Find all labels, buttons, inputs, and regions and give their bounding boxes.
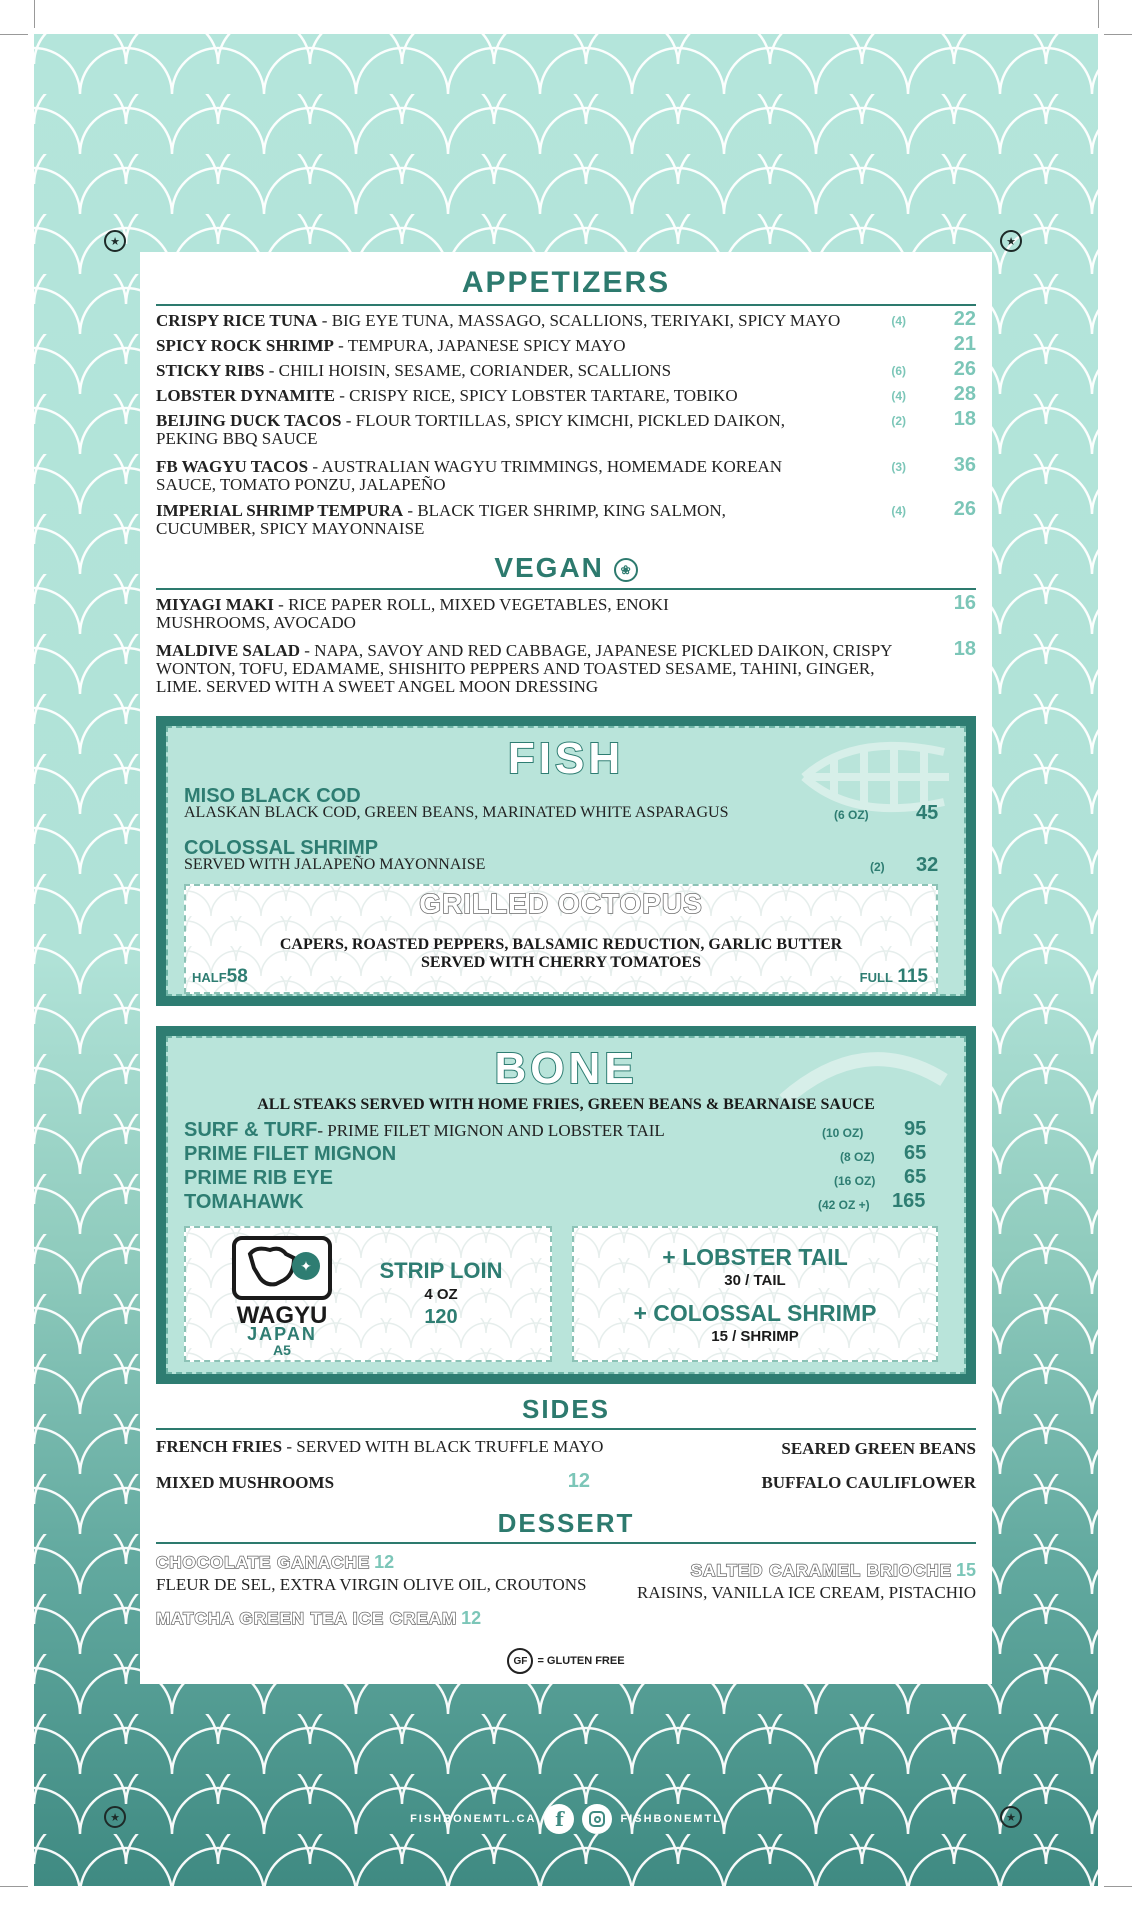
star-icon: ★ — [104, 230, 126, 252]
wagyu-panel: ✦ WAGYU JAPAN A5 STRIP LOIN 4 OZ 120 — [184, 1226, 552, 1362]
bone-section: BONE ALL STEAKS SERVED WITH HOME FRIES, GREEN BEANS & BEARNAISE SAUCE SURF & TURF- PRIME FILET MIGNON AND LOBSTER TAIL (10 OZ) 95 PRIME FILET MIGNON (8 OZ) 65 PRIME RIB EYE (16 OZ) 65 TOMAHAWK (42 OZ +) 165 ✦ WAGYU JAPAN A5 STRIP LOIN 4 OZ 120 + LOBSTER TAIL 30 / TAIL + COLOSSAL SHRIMP 15 / SHRIMP — [156, 1026, 976, 1384]
menu-item: FB WAGYU TACOS - AUSTRALIAN WAGYU TRIMMINGS, HOMEMADE KOREAN SAUCE, TOMATO PONZU, JALAPEÑO (3) 36 — [156, 454, 976, 494]
menu-item: IMPERIAL SHRIMP TEMPURA - BLACK TIGER SHRIMP, KING SALMON, CUCUMBER, SPICY MAYONNAISE (4) 26 — [156, 498, 976, 538]
half-price: HALF58 — [192, 966, 248, 987]
gluten-free-icon: GF — [507, 1648, 533, 1674]
star-icon: ★ — [1000, 230, 1022, 252]
menu-item: STICKY RIBS - CHILI HOISIN, SESAME, CORIANDER, SCALLIONS (6) 26 — [156, 358, 976, 380]
dish-description: SERVED WITH JALAPEÑO MAYONNAISE — [184, 856, 486, 873]
vegan-icon: ❀ — [614, 558, 638, 582]
gluten-free-legend: GF = GLUTEN FREE — [140, 1648, 992, 1674]
appetizers-heading: APPETIZERS — [461, 266, 671, 299]
fish-section: FISH MISO BLACK COD ALASKAN BLACK COD, GREEN BEANS, MARINATED WHITE ASPARAGUS (6 OZ) 45 COLOSSAL SHRIMP SERVED WITH JALAPEÑO MAYONNAISE (2) 32 GRILLED OCTOPUS CAPERS, ROASTED PEPPERS, BALSAMIC REDUCTION, GARLIC BUTTER SERVED WITH CHERRY TOMATOES HALF58 FULL 115 — [156, 716, 976, 1006]
dish-name: MISO BLACK COD — [184, 785, 361, 807]
octopus-panel: GRILLED OCTOPUS CAPERS, ROASTED PEPPERS, BALSAMIC REDUCTION, GARLIC BUTTER SERVED WITH CHERRY TOMATOES HALF58 FULL 115 — [184, 884, 938, 994]
footer — [0, 1804, 1132, 1834]
dish-description: ALASKAN BLACK COD, GREEN BEANS, MARINATED WHITE ASPARAGUS — [184, 804, 729, 821]
social-handle[interactable]: FISHBONEMTL — [620, 1813, 722, 1825]
menu-card: APPETIZERS CRISPY RICE TUNA - BIG EYE TUNA, MASSAGO, SCALLIONS, TERIYAKI, SPICY MAYO (4) 22 SPICY ROCK SHRIMP - TEMPURA, JAPANESE SPICY MAYO 21 STICKY RIBS - CHILI HOISIN, SESAME, CORIANDER, SCALLIONS (6) 26 LOBSTER DYNAMITE - CRISPY RICE, SPICY LOBSTER TARTARE, TOBIKO (4) 28 BEIJING DUCK TACOS - FLOUR TORTILLAS, SPICY KIMCHI, PICKLED DAIKON, PEKING BBQ SAUCE (2) 18 FB WAGYU TACOS - AUSTRALIAN WAGYU TRIMMINGS, HOMEMADE KOREAN SAUCE, TOMATO PONZU, JALAPEÑO (3) 36 IMPERIAL SHRIMP TEMPURA - BLACK TIGER SHRIMP, KING SALMON, CUCUMBER, SPICY MAYONNAISE (4) 26 VEGAN ❀ MIYAGI MAKI - RICE PAPER ROLL, MIXED VEGETABLES, ENOKI MUSHROOMS, AVOCADO 16 MALDIVE SALAD - NAPA, SAVOY AND RED CABBAGE, JAPANESE PICKLED DAIKON, CRISPY WONTON, TOFU, EDAMAME, SHISHITO PEPPERS AND TOASTED SESAME, TAHINI, GINGER, LIME. SERVED WITH A SWEET ANGEL MOON DRESSING 18 FISH MISO BLACK COD ALASKAN BLACK COD, GREEN BEANS, MARINATED WHITE ASPARAGUS (6 OZ) 45 COLOSSAL SHRIMP SERVED WITH JALAPEÑO MAYONNAISE (2) 32 GRILLED OCTOPUS CAPERS, ROASTED PEPPERS, BALSAMIC REDUCTION, GARLIC BUTTER SERVED WITH CHERRY TOMATOES HALF58 FULL 115 BONE ALL STEAKS SERVED WITH HOME FRIES, GREEN BEANS & BEARNAISE SAUCE SURF & TURF- PRIME FILET MIGNON AND LOBSTER TAIL (10 OZ) 95 PRIME FILET MIGNON (8 OZ) 65 PRIME RIB EYE (16 OZ) 65 TOMAHAWK (42 OZ +) 165 ✦ WAGYU JAPAN A5 STRIP LOIN 4 OZ 120 + LOBSTER TAIL 30 / TAIL + COLOSSAL SHRIMP 15 / SHRIMP SIDES FRENCH FRIES - SERVED WITH BLACK TRUFFLE MAYO SEARED GREEN BEANS MIXED MUSHROOMS 12 BUFFALO CAULIFLOWER DESSERT CHOCOLATE GANACHE 12 FLEUR DE SEL, EXTRA VIRGIN OLIVE OIL, CROUTONS SALTED CARAMEL BRIOCHE 15 RAISINS, VANILLA ICE CREAM, PISTACHIO MATCHA GREEN TEA ICE CREAM 12 GF = GLUTEN FREE — [140, 252, 992, 1684]
menu-item: SPICY ROCK SHRIMP - TEMPURA, JAPANESE SPICY MAYO 21 — [156, 333, 976, 355]
menu-item: CRISPY RICE TUNA - BIG EYE TUNA, MASSAGO, SCALLIONS, TERIYAKI, SPICY MAYO (4) 22 — [156, 308, 976, 330]
star-icon: ★ — [104, 1806, 126, 1828]
star-icon: ★ — [1000, 1806, 1022, 1828]
dessert-heading: DESSERT — [497, 1508, 635, 1538]
dish-name: COLOSSAL SHRIMP — [184, 837, 379, 859]
fish-heading: FISH — [507, 734, 625, 783]
website-link[interactable]: FISHBONEMTL.CA — [410, 1813, 537, 1825]
menu-item: BEIJING DUCK TACOS - FLOUR TORTILLAS, SPICY KIMCHI, PICKLED DAIKON, PEKING BBQ SAUCE (2) 18 — [156, 408, 976, 448]
vegan-heading: VEGAN ❀ — [156, 552, 976, 584]
svg-text:✦: ✦ — [300, 1259, 312, 1275]
menu-item: LOBSTER DYNAMITE - CRISPY RICE, SPICY LOBSTER TARTARE, TOBIKO (4) 28 — [156, 383, 976, 405]
sides-heading: SIDES — [521, 1394, 611, 1424]
instagram-icon[interactable] — [582, 1804, 612, 1834]
octopus-title: GRILLED OCTOPUS — [419, 888, 703, 919]
addons-panel: + LOBSTER TAIL 30 / TAIL + COLOSSAL SHRIMP 15 / SHRIMP — [572, 1226, 938, 1362]
strip-loin: STRIP LOIN — [379, 1258, 503, 1283]
menu-item: MIYAGI MAKI - RICE PAPER ROLL, MIXED VEGETABLES, ENOKI MUSHROOMS, AVOCADO 16 — [156, 592, 976, 632]
bone-subtitle: ALL STEAKS SERVED WITH HOME FRIES, GREEN BEANS & BEARNAISE SAUCE — [257, 1096, 875, 1113]
full-price: FULL 115 — [859, 966, 928, 987]
menu-item: MALDIVE SALAD - NAPA, SAVOY AND RED CABBAGE, JAPANESE PICKLED DAIKON, CRISPY WONTON, TOFU, EDAMAME, SHISHITO PEPPERS AND TOASTED SESAME, TAHINI, GINGER, LIME. SERVED WITH A SWEET ANGEL MOON DRESSING 18 — [156, 638, 976, 696]
wagyu-cow-icon — [232, 1236, 332, 1300]
bone-heading: BONE — [494, 1044, 638, 1093]
facebook-icon[interactable]: f — [544, 1804, 574, 1834]
